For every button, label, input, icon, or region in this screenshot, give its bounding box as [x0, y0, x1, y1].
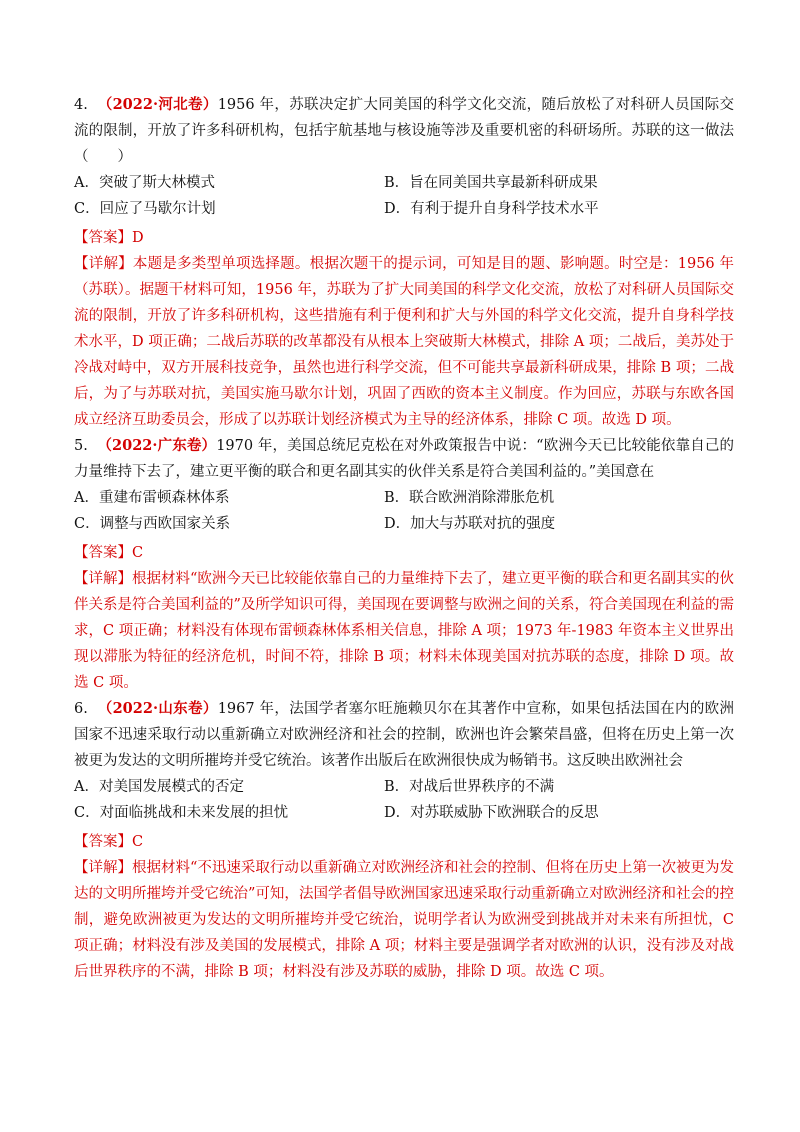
option-d[interactable]: D．对苏联威胁下欧洲联合的反思 — [384, 805, 599, 821]
option-b[interactable]: B．旨在同美国共享最新科研成果 — [384, 175, 598, 191]
question-number: 6. — [74, 701, 88, 717]
question-source: （2022·河北卷） — [97, 96, 218, 113]
options — [74, 774, 734, 826]
answer: 【答案】C — [74, 545, 144, 561]
answer: 【答案】D — [74, 230, 144, 246]
options — [74, 485, 734, 537]
option-a[interactable]: A．重建布雷顿森林体系 — [74, 490, 230, 506]
question-text: 1970 年，美国总统尼克松在对外政策报告中说：“欧洲今天已比较能依靠自己的力量维持下去了，建立更平衡的联合和更名副其实的伙伴关系是符合美国利益的。”美国意在 — [74, 438, 735, 480]
option-a[interactable]: A．对美国发展模式的否定 — [74, 779, 244, 795]
question-text: 1967 年，法国学者塞尔旺施赖贝尔在其著作中宣称，如果包括法国在内的欧洲国家不迅速采取行动以重新确立对欧洲经济和社会的控制，欧洲也许会繁荣昌盛，但将在历史上第一次被更为发达的文明所摧垮并受它统治。该著作出版后在欧洲很快成为畅销书。这反映出欧洲社会 — [74, 701, 735, 769]
option-c[interactable]: C．回应了马歇尔计划 — [74, 201, 216, 217]
option-d[interactable]: D．加大与苏联对抗的强度 — [384, 516, 556, 532]
explanation: 【详解】根据材料“欧洲今天已比较能依靠自己的力量维持下去了，建立更平衡的联合和更名副其实的伙伴关系是符合美国利益的”及所学知识可得，美国现在要调整与欧洲之间的关系，符合美国现在利益的需求，C 项正确；材料没有体现布雷顿森林体系相关信息，排除 A 项；1973 年-1983 年资本主义世界出现以滞胀为特征的经济危机，时间不符，排除 B 项；材料未体现美国对抗苏联的态度，排除 D 项。故选 C 项。 — [74, 571, 734, 691]
question-stem — [74, 433, 734, 485]
question-6 — [74, 696, 734, 985]
question-5 — [74, 433, 734, 696]
option-c[interactable]: C．调整与西欧国家关系 — [74, 516, 231, 532]
question-number: 4. — [74, 97, 88, 113]
question-source: （2022·广东卷） — [97, 437, 217, 454]
question-4 — [74, 92, 734, 433]
question-stem — [74, 92, 734, 170]
question-stem — [74, 696, 734, 774]
option-c[interactable]: C．对面临挑战和未来发展的担忧 — [74, 805, 289, 821]
question-number: 5. — [74, 438, 88, 454]
option-a[interactable]: A．突破了斯大林模式 — [74, 175, 215, 191]
explanation: 【详解】本题是多类型单项选择题。根据次题干的提示词，可知是目的题、影响题。时空是：1956 年（苏联）。据题干材料可知，1956 年，苏联为了扩大同美国的科学文化交流，放松了对科研人员国际交流的限制，开放了许多科研机构，这些措施有利于便利和扩大与外国的科学文化交流，提升自身科学技术水平，D 项正确；二战后苏联的改革都没有从根本上突破斯大林模式，排除 A 项；二战后，美苏处于冷战对峙中，双方开展科技竞争，虽然也进行科学交流，但不可能共享最新科研成果，排除 B 项；二战后，为了与苏联对抗，美国实施马歇尔计划，巩固了西欧的资本主义制度。作为回应，苏联与东欧各国成立经济互助委员会，形成了以苏联计划经济模式为主导的经济体系，排除 C 项。故选 D 项。 — [74, 256, 734, 428]
option-b[interactable]: B．对战后世界秩序的不满 — [384, 779, 555, 795]
document-page — [74, 92, 734, 985]
option-b[interactable]: B．联合欧洲消除滞胀危机 — [384, 490, 555, 506]
answer: 【答案】C — [74, 834, 144, 850]
explanation: 【详解】根据材料“不迅速采取行动以重新确立对欧洲经济和社会的控制、但将在历史上第一次被更为发达的文明所摧垮并受它统治”可知，法国学者倡导欧洲国家迅速采取行动重新确立对欧洲经济和社会的控制，避免欧洲被更为发达的文明所摧垮并受它统治，说明学者认为欧洲受到挑战并对未来有所担忧，C 项正确；材料没有涉及美国的发展模式，排除 A 项；材料主要是强调学者对欧洲的认识，没有涉及对战后世界秩序的不满，排除 B 项；材料没有涉及苏联的威胁，排除 D 项。故选 C 项。 — [74, 860, 734, 980]
question-text: 1956 年，苏联决定扩大同美国的科学文化交流，随后放松了对科研人员国际交流的限制，开放了许多科研机构，包括宇航基地与核设施等涉及重要机密的科研场所。苏联的这一做法（ ） — [74, 97, 735, 165]
options — [74, 170, 734, 222]
question-source: （2022·山东卷） — [97, 700, 218, 717]
option-d[interactable]: D．有利于提升自身科学技术水平 — [384, 201, 599, 217]
